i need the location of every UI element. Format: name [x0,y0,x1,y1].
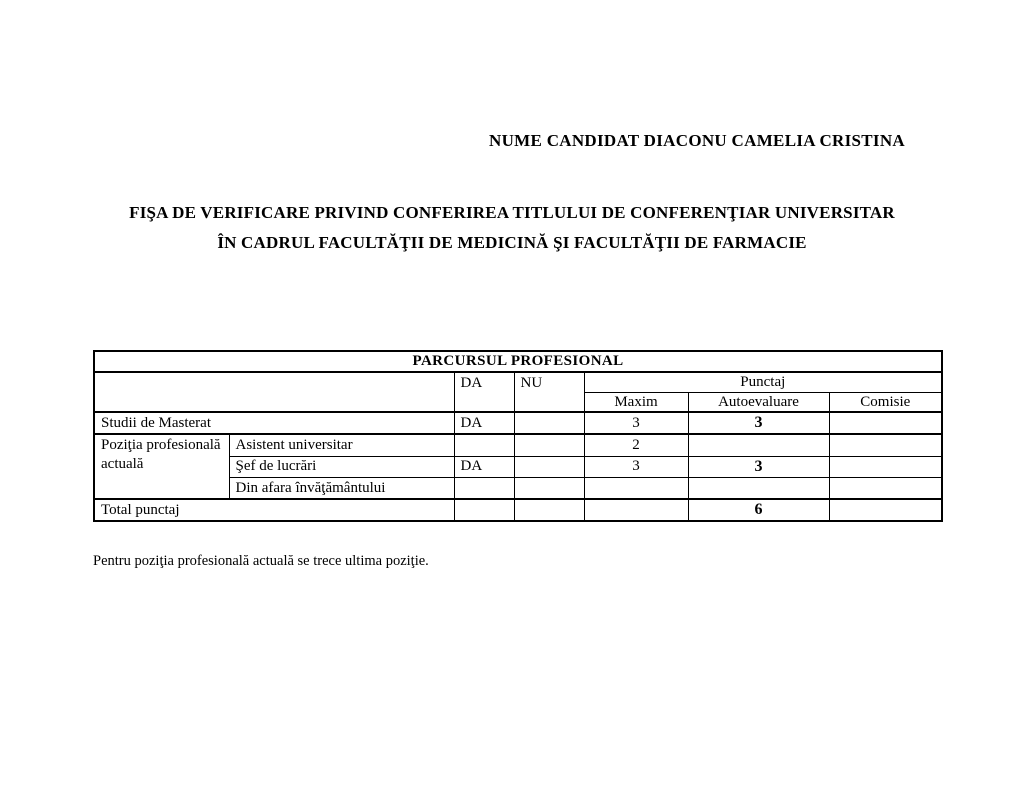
cell-da: DA [454,456,514,477]
group-label-pozitia: Poziţia profesională actuală [94,434,229,499]
cell-maxim [584,499,688,521]
cell-nu [514,456,584,477]
cell-comisie [829,499,942,521]
footnote: Pentru poziţia profesională actuală se trece ultima poziţie. [93,553,429,569]
row-label: Total punctaj [94,499,454,521]
candidate-name: NUME CANDIDAT DIACONU CAMELIA CRISTINA [489,131,905,150]
header-nu: NU [514,372,584,413]
table-cell-empty-header [94,372,454,413]
table-title-row [94,351,942,372]
cell-nu [514,477,584,499]
cell-maxim: 2 [584,434,688,456]
cell-da [454,434,514,456]
cell-maxim: 3 [584,412,688,434]
cell-autoevaluare: 6 [688,499,829,521]
cell-da: DA [454,412,514,434]
row-label: Din afara învăţământului [229,477,454,499]
table-header-row-1 [94,372,942,392]
document-title-line2: ÎN CADRUL FACULTĂŢII DE MEDICINĂ ŞI FACULTĂŢII DE FARMACIE [217,233,807,252]
cell-da [454,499,514,521]
cell-autoevaluare: 3 [688,412,829,434]
cell-comisie [829,456,942,477]
document-title-line1: FIŞA DE VERIFICARE PRIVIND CONFERIREA TITLULUI DE CONFERENŢIAR UNIVERSITAR [129,203,895,222]
row-label: Studii de Masterat [94,412,454,434]
cell-maxim [584,477,688,499]
header-autoevaluare: Autoevaluare [688,392,829,412]
cell-comisie [829,434,942,456]
parcursul-profesional-table [93,350,943,522]
row-studii-de-masterat [94,412,942,434]
cell-comisie [829,412,942,434]
row-label: Şef de lucrări [229,456,454,477]
cell-comisie [829,477,942,499]
cell-autoevaluare [688,434,829,456]
row-asistent-universitar [94,434,942,456]
cell-nu [514,412,584,434]
header-punctaj: Punctaj [584,372,942,392]
cell-maxim: 3 [584,456,688,477]
table-title: PARCURSUL PROFESIONAL [94,351,942,372]
cell-autoevaluare: 3 [688,456,829,477]
header-da: DA [454,372,514,413]
cell-autoevaluare [688,477,829,499]
row-label: Asistent universitar [229,434,454,456]
row-total-punctaj [94,499,942,521]
cell-nu [514,434,584,456]
cell-da [454,477,514,499]
header-comisie: Comisie [829,392,942,412]
cell-nu [514,499,584,521]
header-maxim: Maxim [584,392,688,412]
